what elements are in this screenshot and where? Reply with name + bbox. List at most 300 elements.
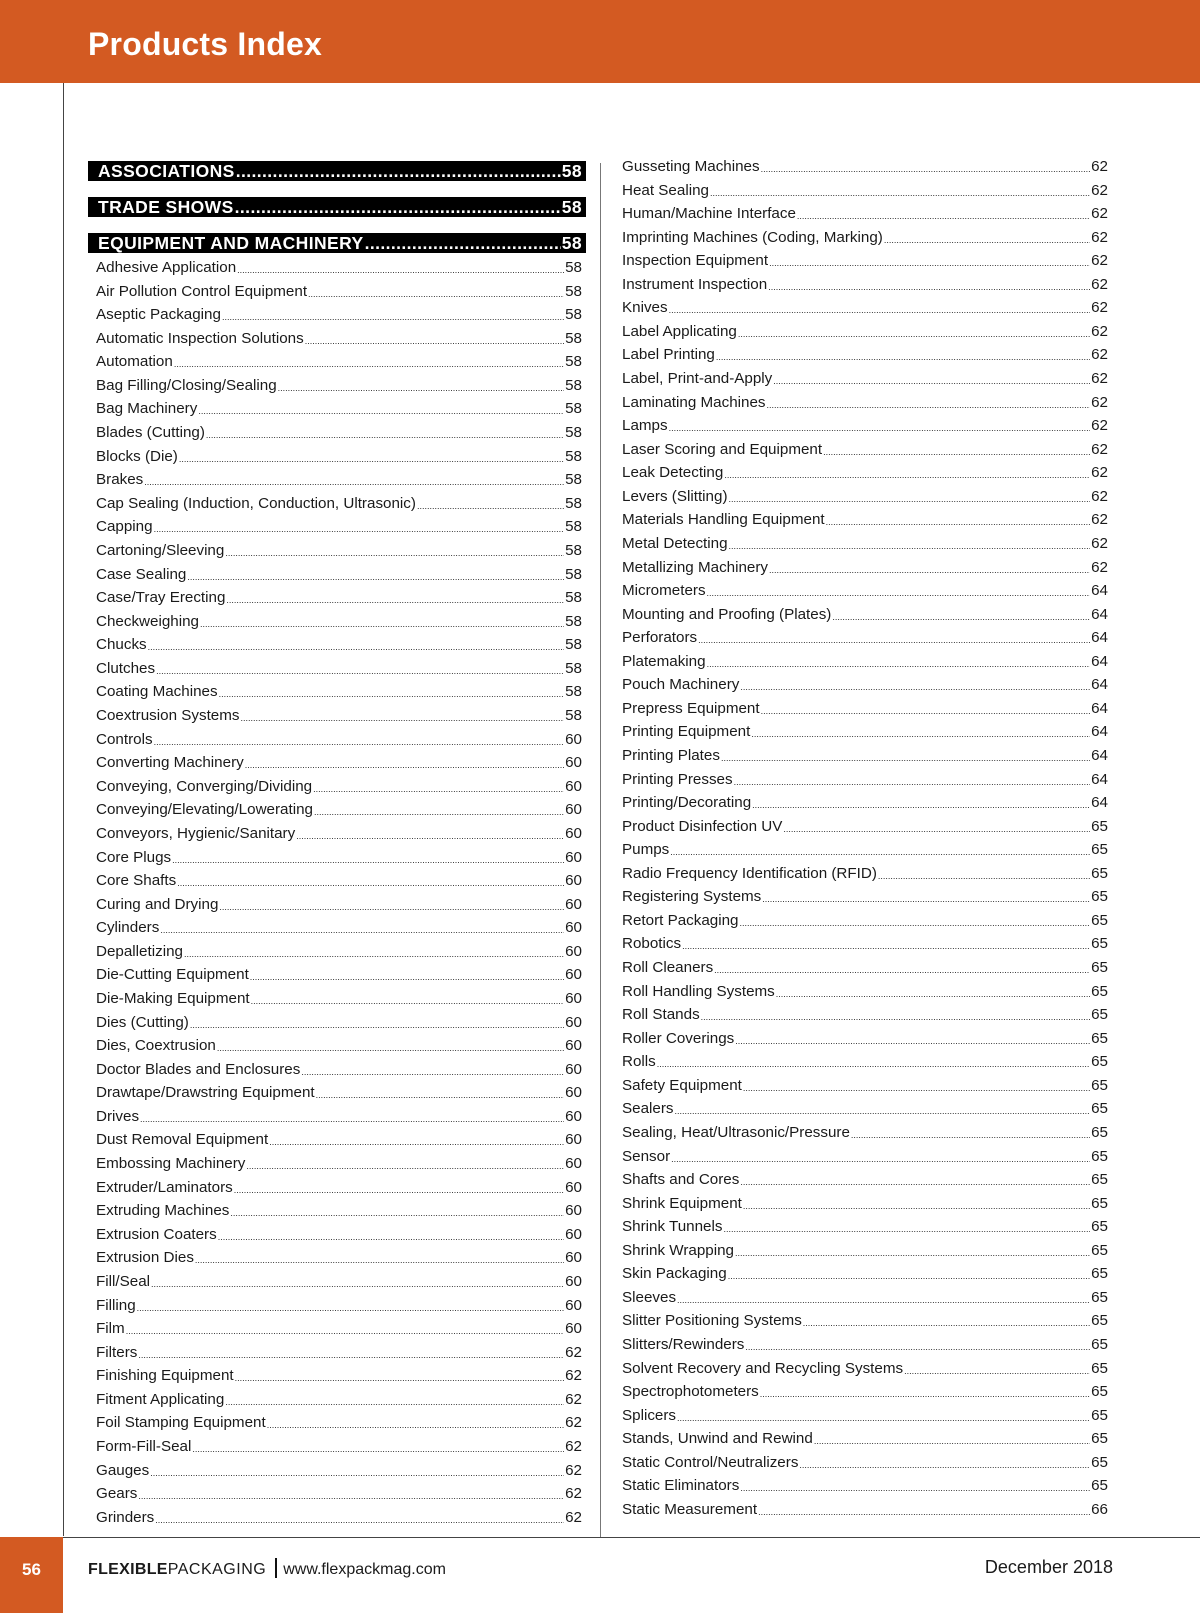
- entry-label: Conveying, Converging/Dividing: [96, 777, 313, 795]
- index-entry: [622, 391, 1108, 414]
- section-page: 58: [561, 232, 582, 253]
- entry-label: Bag Filling/Closing/Sealing: [96, 376, 277, 394]
- entry-page: 60: [565, 989, 582, 1007]
- leader-dots: [814, 1433, 1090, 1450]
- index-entry: [96, 1176, 582, 1199]
- entry-page: 62: [1091, 464, 1108, 482]
- entry-label: Bag Machinery: [96, 400, 198, 418]
- leader-dots: [172, 852, 564, 869]
- leader-dots: [177, 875, 564, 892]
- entry-label: Finishing Equipment: [96, 1367, 234, 1385]
- margin-rule: [63, 83, 64, 1536]
- index-entry: [622, 744, 1108, 767]
- footer-brand: [88, 1558, 446, 1579]
- entry-page: 65: [1091, 1241, 1108, 1259]
- index-entry: [622, 1027, 1108, 1050]
- leader-dots: [743, 1080, 1090, 1097]
- index-entry: [622, 1074, 1108, 1097]
- entry-page: 60: [565, 1320, 582, 1338]
- entry-label: Film: [96, 1320, 125, 1338]
- entry-page: 65: [1091, 1265, 1108, 1283]
- entry-page: 60: [565, 895, 582, 913]
- index-entry: [622, 980, 1108, 1003]
- leader-dots: [225, 545, 564, 562]
- entry-label: Leak Detecting: [622, 464, 724, 482]
- entry-label: Roll Stands: [622, 1006, 700, 1024]
- entry-page: 62: [565, 1508, 582, 1526]
- entry-page: 65: [1091, 959, 1108, 977]
- index-entry: [622, 179, 1108, 202]
- leader-dots: [669, 302, 1091, 319]
- leader-dots: [251, 993, 564, 1010]
- entry-label: Embossing Machinery: [96, 1155, 246, 1173]
- index-entry: [96, 822, 582, 845]
- entry-label: Materials Handling Equipment: [622, 511, 825, 529]
- leader-dots: [677, 1292, 1090, 1309]
- leader-dots: [743, 1198, 1090, 1215]
- index-entry: [622, 320, 1108, 343]
- entry-page: 60: [565, 1131, 582, 1149]
- index-entry: [96, 1058, 582, 1081]
- entry-label: Extrusion Coaters: [96, 1225, 217, 1243]
- leader-dots: [140, 1111, 564, 1128]
- entry-label: Sensor: [622, 1147, 671, 1165]
- index-entry: [96, 1034, 582, 1057]
- footer-url[interactable]: www.flexpackmag.com: [283, 1561, 446, 1578]
- entry-page: 60: [565, 1107, 582, 1125]
- entry-page: 58: [565, 282, 582, 300]
- section-label: ASSOCIATIONS: [98, 160, 235, 181]
- index-entry: [96, 751, 582, 774]
- entry-page: 60: [565, 777, 582, 795]
- index-entry: [622, 1192, 1108, 1215]
- leader-dots: [721, 750, 1090, 767]
- entry-page: 65: [1091, 1336, 1108, 1353]
- leader-dots: [657, 1056, 1090, 1073]
- entry-page: 58: [565, 683, 582, 701]
- entry-page: 62: [1091, 558, 1108, 576]
- index-entry: [96, 1482, 582, 1505]
- leader-dots: [187, 569, 564, 586]
- leader-dots: [151, 1276, 564, 1293]
- leader-dots: [179, 451, 564, 468]
- entry-label: Grinders: [96, 1508, 155, 1526]
- entry-label: Static Control/Neutralizers: [622, 1453, 799, 1471]
- index-entry: [96, 940, 582, 963]
- entry-page: 65: [1091, 1006, 1108, 1024]
- entry-page: 64: [1091, 582, 1108, 600]
- entry-page: 60: [565, 1202, 582, 1220]
- brand-light: PACKAGING: [167, 1561, 267, 1578]
- index-entry: [96, 680, 582, 703]
- leader-dots: [246, 1158, 564, 1175]
- leader-dots: [769, 255, 1090, 272]
- entry-label: Label, Print-and-Apply: [622, 370, 773, 388]
- leader-dots: [735, 1033, 1090, 1050]
- entry-page: 62: [1091, 322, 1108, 340]
- leader-dots: [878, 868, 1090, 885]
- index-entry: [622, 956, 1108, 979]
- entry-page: 64: [1091, 794, 1108, 812]
- entry-page: 62: [1091, 181, 1108, 199]
- entry-page: 65: [1091, 1406, 1108, 1424]
- index-entry: [96, 728, 582, 751]
- leader-dots: [707, 656, 1091, 673]
- entry-page: 64: [1091, 699, 1108, 717]
- index-entry: [96, 563, 582, 586]
- leader-dots: [797, 208, 1090, 225]
- leader-dots: [758, 1504, 1090, 1521]
- leader-dots: [184, 946, 564, 963]
- index-entry: [622, 768, 1108, 791]
- entry-label: Label Applicating: [622, 322, 737, 340]
- leader-dots: [823, 444, 1090, 461]
- entry-label: Slitter Positioning Systems: [622, 1312, 802, 1330]
- leader-dots: [148, 639, 564, 656]
- section-label: TRADE SHOWS: [98, 196, 234, 217]
- entry-page: 62: [1091, 158, 1108, 175]
- entry-label: Extruding Machines: [96, 1202, 230, 1220]
- leader-dots: [235, 1370, 564, 1387]
- leader-dots: [219, 899, 564, 916]
- index-entry: [622, 1121, 1108, 1144]
- entry-label: Converting Machinery: [96, 754, 244, 772]
- entry-label: Registering Systems: [622, 888, 762, 906]
- index-entry: [622, 932, 1108, 955]
- page-header: [0, 0, 1200, 83]
- leader-dots: [154, 734, 565, 751]
- entry-label: Perforators: [622, 629, 698, 647]
- index-entry: [622, 1309, 1108, 1332]
- index-entry: [622, 1097, 1108, 1120]
- leader-dots: [305, 333, 564, 350]
- leader-dots: [776, 986, 1090, 1003]
- index-entry: [96, 1081, 582, 1104]
- entry-label: Conveying/Elevating/Lowerating: [96, 801, 313, 819]
- entry-page: 60: [565, 1249, 582, 1267]
- leader-dots: [296, 828, 564, 845]
- leader-dots: [154, 521, 565, 538]
- entry-label: Metallizing Machinery: [622, 558, 769, 576]
- index-entry: [622, 673, 1108, 696]
- entry-label: Air Pollution Control Equipment: [96, 282, 308, 300]
- page-number-box: [0, 1537, 63, 1613]
- entry-label: Sleeves: [622, 1288, 677, 1306]
- entry-page: 65: [1091, 1430, 1108, 1448]
- index-entry: [96, 893, 582, 916]
- index-entry: [622, 579, 1108, 602]
- leader-dots: [126, 1323, 564, 1340]
- leader-dots: [826, 514, 1090, 531]
- entry-label: Slitters/Rewinders: [622, 1336, 745, 1353]
- entry-label: Extrusion Dies: [96, 1249, 194, 1267]
- leader-dots: [316, 1087, 564, 1104]
- entry-page: 65: [1091, 1053, 1108, 1071]
- index-entry: [622, 414, 1108, 437]
- index-entry: [622, 438, 1108, 461]
- entry-label: Automatic Inspection Solutions: [96, 329, 304, 347]
- entry-label: Case Sealing: [96, 565, 187, 583]
- entry-label: Rolls: [622, 1053, 656, 1071]
- index-entry: [96, 256, 582, 279]
- leader-dots: [308, 286, 564, 303]
- leader-dots: [740, 915, 1091, 932]
- entry-page: 65: [1091, 1147, 1108, 1165]
- leader-dots: [226, 592, 564, 609]
- entry-label: Form-Fill-Seal: [96, 1438, 192, 1455]
- entry-page: 65: [1091, 841, 1108, 859]
- leader-dots: [365, 233, 561, 254]
- index-entry: [96, 397, 582, 420]
- entry-label: Spectrophotometers: [622, 1383, 759, 1401]
- index-entry: [96, 916, 582, 939]
- entry-page: 62: [1091, 440, 1108, 458]
- leader-dots: [769, 562, 1090, 579]
- entry-label: Shrink Tunnels: [622, 1218, 723, 1236]
- entry-page: 64: [1091, 605, 1108, 623]
- entry-page: 65: [1091, 1288, 1108, 1306]
- leader-dots: [729, 491, 1091, 508]
- brand-separator: [275, 1558, 277, 1578]
- leader-dots: [144, 474, 564, 491]
- index-entry: [96, 586, 582, 609]
- entry-page: 65: [1091, 888, 1108, 906]
- index-entry: [96, 1294, 582, 1317]
- index-entry: [622, 1357, 1108, 1380]
- index-entry: [622, 485, 1108, 508]
- entry-page: 65: [1091, 1383, 1108, 1401]
- leader-dots: [851, 1127, 1090, 1144]
- entry-page: 58: [565, 306, 582, 324]
- index-entry: [622, 1404, 1108, 1427]
- entry-label: Drawtape/Drawstring Equipment: [96, 1084, 315, 1102]
- leader-dots: [225, 1394, 564, 1411]
- entry-page: 65: [1091, 1359, 1108, 1377]
- index-entry: [622, 367, 1108, 390]
- leader-dots: [714, 962, 1090, 979]
- entry-label: Fitment Applicating: [96, 1390, 225, 1408]
- leader-dots: [761, 161, 1090, 178]
- index-entry: [622, 461, 1108, 484]
- leader-dots: [728, 1268, 1090, 1285]
- entry-page: 60: [565, 1296, 582, 1314]
- entry-page: 62: [1091, 205, 1108, 223]
- entry-label: Inspection Equipment: [622, 252, 769, 270]
- entry-label: Human/Machine Interface: [622, 205, 796, 223]
- issue-date: December 2018: [984, 1557, 1113, 1577]
- index-entry: [96, 987, 582, 1010]
- leader-dots: [671, 1151, 1090, 1168]
- entry-label: Platemaking: [622, 652, 706, 670]
- entry-page: 60: [565, 872, 582, 890]
- index-entry: [622, 720, 1108, 743]
- leader-dots: [206, 427, 564, 444]
- entry-label: Coating Machines: [96, 683, 218, 701]
- entry-label: Laser Scoring and Equipment: [622, 440, 823, 458]
- entry-page: 60: [565, 919, 582, 937]
- index-entry: [622, 603, 1108, 626]
- leader-dots: [760, 1386, 1090, 1403]
- entry-page: 62: [1091, 346, 1108, 364]
- leader-dots: [740, 1480, 1090, 1497]
- entry-page: 64: [1091, 723, 1108, 741]
- leader-dots: [724, 467, 1090, 484]
- entry-page: 62: [1091, 511, 1108, 529]
- entry-label: Dies (Cutting): [96, 1013, 189, 1031]
- leader-dots: [269, 1134, 564, 1151]
- leader-dots: [734, 774, 1091, 791]
- leader-dots: [799, 1457, 1090, 1474]
- entry-label: Blades (Cutting): [96, 424, 205, 442]
- entry-page: 65: [1091, 1171, 1108, 1189]
- index-entry: [622, 650, 1108, 673]
- entry-page: 58: [565, 612, 582, 630]
- index-entry: [96, 1459, 582, 1482]
- leader-dots: [198, 403, 564, 420]
- index-entry: [96, 374, 582, 397]
- entry-page: 60: [565, 1272, 582, 1290]
- entry-label: Depalletizing: [96, 942, 183, 960]
- index-entry: [96, 1388, 582, 1411]
- index-entry: [96, 1506, 582, 1529]
- entry-label: Case/Tray Erecting: [96, 589, 226, 607]
- entry-label: Conveyors, Hygienic/Sanitary: [96, 824, 296, 842]
- leader-dots: [723, 1221, 1090, 1238]
- entry-label: Knives: [622, 299, 668, 317]
- entry-label: Blocks (Die): [96, 447, 178, 465]
- entry-page: 62: [1091, 487, 1108, 505]
- index-entry: [96, 421, 582, 444]
- index-entry: [622, 909, 1108, 932]
- page-number: 56: [22, 1560, 41, 1579]
- index-entry: [96, 303, 582, 326]
- entry-page: 60: [565, 1013, 582, 1031]
- entry-label: Filters: [96, 1343, 138, 1361]
- index-entry: [96, 657, 582, 680]
- index-entry: [96, 492, 582, 515]
- entry-page: 60: [565, 848, 582, 866]
- entry-label: Sealers: [622, 1100, 674, 1118]
- leader-dots: [745, 1339, 1090, 1356]
- leader-dots: [729, 538, 1091, 555]
- leader-dots: [236, 161, 561, 182]
- entry-label: Roll Handling Systems: [622, 982, 775, 1000]
- index-entry: [622, 296, 1108, 319]
- entry-page: 58: [565, 259, 582, 276]
- entry-page: 65: [1091, 935, 1108, 953]
- leader-dots: [761, 703, 1090, 720]
- entry-page: 62: [1091, 393, 1108, 411]
- index-entry: [96, 775, 582, 798]
- entry-label: Brakes: [96, 471, 144, 489]
- index-entry: [622, 626, 1108, 649]
- index-entry: [96, 515, 582, 538]
- index-entry: [622, 1498, 1108, 1521]
- index-entry: [622, 226, 1108, 249]
- index-entry: [96, 1128, 582, 1151]
- leader-dots: [768, 279, 1090, 296]
- footer-rule: [0, 1537, 1200, 1538]
- index-entry: [96, 869, 582, 892]
- brand-bold: FLEXIBLE: [88, 1561, 168, 1578]
- leader-dots: [698, 632, 1090, 649]
- leader-dots: [682, 938, 1090, 955]
- entry-label: Shrink Wrapping: [622, 1241, 734, 1259]
- entry-label: Core Plugs: [96, 848, 172, 866]
- entry-label: Gears: [96, 1485, 138, 1503]
- entry-page: 58: [565, 471, 582, 489]
- leader-dots: [675, 1103, 1091, 1120]
- entry-label: Imprinting Machines (Coding, Marking): [622, 228, 883, 246]
- leader-dots: [192, 1441, 564, 1458]
- entry-page: 62: [565, 1343, 582, 1361]
- entry-page: 58: [565, 329, 582, 347]
- entry-page: 60: [565, 966, 582, 984]
- entry-label: Roll Cleaners: [622, 959, 714, 977]
- entry-label: Stands, Unwind and Rewind: [622, 1430, 813, 1448]
- index-entry: [622, 885, 1108, 908]
- entry-label: Aseptic Packaging: [96, 306, 221, 324]
- index-entry: [622, 508, 1108, 531]
- entry-label: Gauges: [96, 1461, 150, 1479]
- index-entry: [622, 556, 1108, 579]
- entry-label: Radio Frequency Identification (RFID): [622, 864, 877, 882]
- index-entry: [96, 1223, 582, 1246]
- leader-dots: [160, 922, 564, 939]
- entry-page: 62: [1091, 299, 1108, 317]
- entry-label: Clutches: [96, 659, 156, 677]
- entry-label: Cartoning/Sleeving: [96, 541, 225, 559]
- index-entry: [96, 610, 582, 633]
- entry-page: 58: [565, 589, 582, 607]
- entry-label: Fill/Seal: [96, 1272, 151, 1290]
- index-entry: [622, 1239, 1108, 1262]
- entry-page: 60: [565, 1084, 582, 1102]
- entry-label: Dies, Coextrusion: [96, 1037, 216, 1055]
- leader-dots: [150, 1465, 564, 1482]
- section-page: 58: [561, 160, 582, 181]
- entry-page: 58: [565, 541, 582, 559]
- leader-dots: [669, 420, 1091, 437]
- index-entry: [96, 1105, 582, 1128]
- leader-dots: [740, 679, 1090, 696]
- entry-label: Sealing, Heat/Ultrasonic/Pressure: [622, 1123, 850, 1141]
- index-entry: [622, 1427, 1108, 1450]
- leader-dots: [234, 1182, 564, 1199]
- entry-page: 58: [565, 424, 582, 442]
- leader-dots: [701, 1009, 1090, 1026]
- entry-label: Instrument Inspection: [622, 275, 768, 293]
- entry-label: Core Shafts: [96, 872, 177, 890]
- entry-page: 65: [1091, 1076, 1108, 1094]
- index-entry: [622, 697, 1108, 720]
- entry-label: Skin Packaging: [622, 1265, 727, 1283]
- leader-dots: [219, 686, 565, 703]
- leader-dots: [670, 844, 1090, 861]
- leader-dots: [235, 197, 561, 218]
- entry-label: Splicers: [622, 1406, 677, 1424]
- page-title: Products Index: [88, 26, 322, 62]
- leader-dots: [245, 757, 564, 774]
- entry-page: 62: [1091, 417, 1108, 435]
- entry-page: 65: [1091, 1123, 1108, 1141]
- index-entry: [96, 1246, 582, 1269]
- entry-label: Mounting and Proofing (Plates): [622, 605, 832, 623]
- entry-page: 65: [1091, 1194, 1108, 1212]
- index-entry: [622, 202, 1108, 225]
- entry-page: 62: [565, 1485, 582, 1503]
- entry-page: 58: [565, 400, 582, 418]
